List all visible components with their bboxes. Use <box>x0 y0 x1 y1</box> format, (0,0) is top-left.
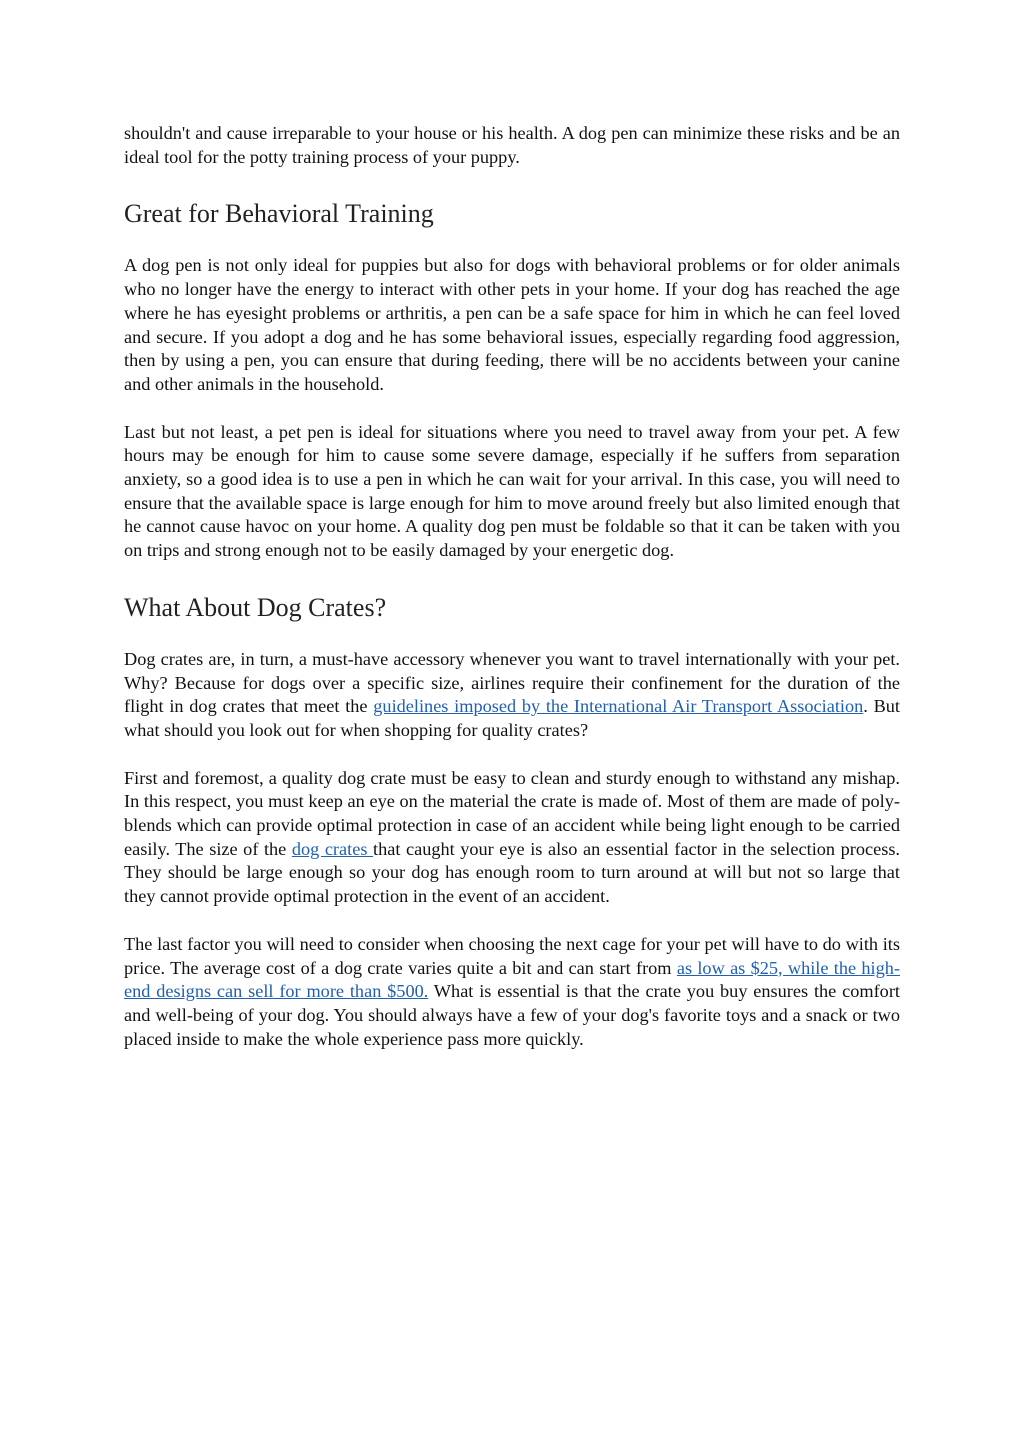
crates-2-text-after: that caught your eye is also an essential factor in the selection process. They should be large enough so your dog has enough room to turn around at will but not so large that they cannot provide optimal protection in the event of an accident. <box>124 838 901 907</box>
document-page <box>124 122 900 1051</box>
crates-3-text-after: What is essential is that the crate you buy ensures the comfort and well-being of your dog. You should always have a few of your dog's favorite toys and a snack or two placed inside to make the whole experience pass more quickly. <box>124 981 900 1049</box>
heading-dog-crates: What About Dog Crates? <box>124 592 387 622</box>
intro-paragraph: shouldn't and cause irreparable to your house or his health. A dog pen can minimize these risks and be an ideal tool for the potty training process of your puppy. <box>124 123 900 167</box>
crates-paragraph-2 <box>124 767 900 909</box>
iata-guidelines-link[interactable]: guidelines imposed by the International Air Transport Association <box>373 696 864 717</box>
crates-2-text-before: First and foremost, a quality dog crate must be easy to clean and sturdy enough to withstand any mishap. In this respect, you must keep an eye on the material the crate is made of. Most of them are made of poly-blends which can provide optimal protection in case of an accident while being light enough to be carried easily. The size of the <box>124 767 900 859</box>
crates-paragraph-1 <box>124 648 900 743</box>
crate-price-link[interactable]: as low as $25, while the high-end designs can sell for more than $500. <box>124 957 900 1002</box>
crates-3-text-before: The last factor you will need to consider when choosing the next cage for your pet will have to do with its price. The average cost of a dog crate varies quite a bit and can start from <box>124 933 900 978</box>
dog-crates-link[interactable]: dog crates <box>291 838 373 859</box>
heading-behavioral-training: Great for Behavioral Training <box>124 199 434 229</box>
crates-paragraph-3 <box>124 933 900 1052</box>
behavioral-paragraph-1: A dog pen is not only ideal for puppies but also for dogs with behavioral problems or for older animals who no longer have the energy to interact with other pets in your home. If your dog has reached the age where he has eyesight problems or arthritis, a pen can be a safe space for him in which he can feel loved and secure. If you adopt a dog and he has some behavioral issues, especially regarding food aggression, then by using a pen, you can ensure that during feeding, there will be no accidents between your canine and other animals in the household. <box>124 255 900 394</box>
behavioral-paragraph-2: Last but not least, a pet pen is ideal for situations where you need to travel away from your pet. A few hours may be enough for him to cause some severe damage, especially if he suffers from separation anxiety, so a good idea is to use a pen in which he can wait for your arrival. In this case, you will need to ensure that the available space is large enough for him to move around freely but also limited enough that he cannot cause havoc on your home. A quality dog pen must be foldable so that it can be taken with you on trips and strong enough not to be easily damaged by your energetic dog. <box>124 421 900 561</box>
crates-1-text-after: . But what should you look out for when shopping for quality crates? <box>124 696 900 740</box>
crates-1-text-before: Dog crates are, in turn, a must-have accessory whenever you want to travel internationally with your pet. Why? Because for dogs over a specific size, airlines require their confinement for the duration of the flight in dog crates that meet the <box>124 648 900 717</box>
